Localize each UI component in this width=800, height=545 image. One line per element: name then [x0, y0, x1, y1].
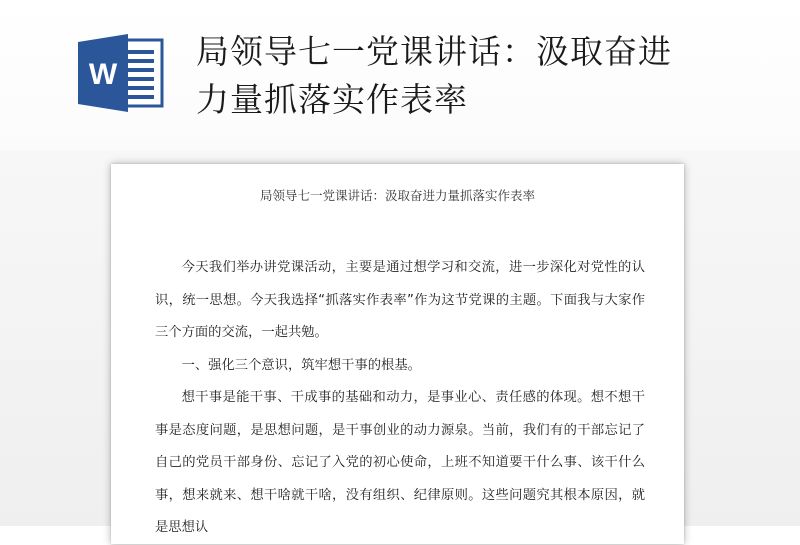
- title-line-1: 局领导七一党课讲话：汲取奋进: [196, 32, 672, 71]
- svg-text:W: W: [88, 58, 118, 91]
- word-icon: [76, 32, 166, 114]
- page-title: [196, 28, 756, 124]
- document-page: [111, 164, 684, 544]
- document-page-header: 局领导七一党课讲话：汲取奋进力量抓落实作表率: [259, 188, 535, 203]
- paragraph: 今天我们举办讲党课活动，主要是通过想学习和交流，进一步深化对党性的认识，统一思想。今天我选择“抓落实作表率”作为这节党课的主题。下面我与大家作三个方面的交流，一起共勉。: [155, 260, 645, 340]
- paragraph: 想干事是能干事、干成事的基础和动力，是事业心、责任感的体现。想不想干事是态度问题，是思想问题，是干事创业的动力源泉。当前，我们有的干部忘记了自己的党员干部身份、忘记了入党的初心使命，上班不知道要干什么事、该干什么事，想来就来、想干啥就干啥，没有组织、纪律原则。这些问题究其根本原因，就是思想认: [155, 390, 645, 535]
- paragraph: 一、强化三个意识，筑牢想干事的根基。: [181, 357, 421, 373]
- document-body: [155, 252, 645, 545]
- title-line-2: 力量抓落实作表率: [196, 80, 468, 119]
